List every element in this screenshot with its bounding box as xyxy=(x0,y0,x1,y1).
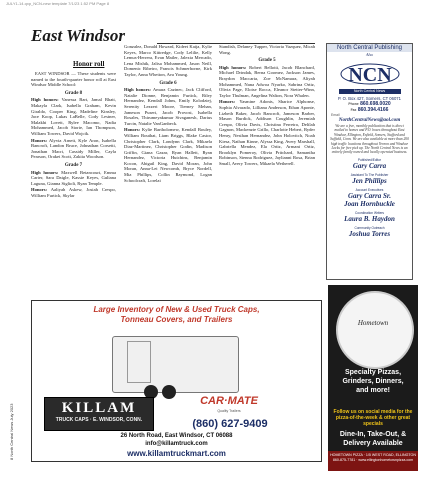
grade-8-high-honors: High honors: Vanessa Bart, Jamal Bhatt, Makayla Clark, Isabella Graham, Kevin Giraldo, Cooper King, Madeline Kinsley, Jace Koop, Lukas LaBelle, Cody Lestner, Malakhi Lovett, Rylee Macomo, Nadia Mohammed, Jacob Storie, Ian Thompson, William Towers, David Wojcik. xyxy=(31,97,116,136)
staff-name: Gary Carra Sr. xyxy=(348,191,391,200)
carmate-logo: CAR·MATE xyxy=(200,395,258,407)
killam-ad xyxy=(31,300,322,462)
ad-phone: (860) 627-9409 xyxy=(192,418,268,430)
pizza-logo-text: Hometown xyxy=(357,319,389,327)
grade-heading-6: Grade 6 xyxy=(159,80,177,86)
grade-heading-8: Grade 8 xyxy=(64,90,83,96)
staff-role: Assistant To The Publisher xyxy=(350,172,389,177)
publisher-sub: Also xyxy=(365,52,374,57)
ad-address: 26 North Road, East Windsor, CT 06088 xyxy=(120,433,233,439)
publisher-address: P. O. Box 427, Somers, CT 06071 xyxy=(338,96,401,101)
article-heading: Honor roll xyxy=(73,60,105,68)
pizza-footer: HOMETOWN PIZZA · 1/5 WEST ROAD, ELLINGTON 860-875-7781 · www.ellingtonhometownpizza.com xyxy=(328,451,418,471)
grade-heading-5: Grade 5 xyxy=(258,58,276,64)
staff-role: Coordination Writers xyxy=(355,210,384,215)
grade-7-honors-cont: Gonzalez, Donald Howard, Kideet Kaija, Kylie Keyes, Marco Kittredge, Cody Lelilie, Kelly Lemus-Herrera, Evan Mailer, Jalexia Mercado, Lena Mishik, Jalisa Mohammed, Jason Neill, Domenic Ribeiro, Francis Schmerhorne, Kirk Taylor, Anna Whetton, Ava Young. xyxy=(124,44,212,77)
publisher-info-box xyxy=(326,43,413,280)
publisher-name: North Central Publishing xyxy=(327,44,412,52)
staff-name: Joshua Torres xyxy=(348,229,391,238)
pizza-service: Delivery Available xyxy=(343,440,403,447)
publisher-fax: Fax 860.394.4166 xyxy=(350,107,389,113)
publication-strip: North Central News xyxy=(339,89,401,94)
publisher-email[interactable]: NorthCentralNews@aol.com xyxy=(338,117,401,123)
grade-7-honors: Honors: Aaliyah Askew, Josiah Crespo, William Furtick, Skylar xyxy=(31,187,116,198)
grade-6-honors-cont: Standish, Delaney Tupper, Victoria Vazquez, Micah Wong. xyxy=(219,44,315,55)
trailer-door-icon xyxy=(127,341,151,383)
grade-8-honors: Honors: Alyvia Arnett, Kyle Aron, Isabella Bancroft, Landon Bruce, Johnathan Corsetti, Jonathan Macri, Cassidy Miller, Cayla Pearson, Orakei Scott, Zakiia Woodson. xyxy=(31,137,116,160)
staff-role: Community Outreach xyxy=(354,225,385,230)
pizza-ad xyxy=(328,285,418,471)
killam-logo: KILLAM TRUCK CAPS · E. WINDSOR, CONN. xyxy=(44,397,154,431)
article-column-3 xyxy=(219,44,315,167)
carmate-tagline: Quality Trailers xyxy=(217,409,241,413)
ad-headline: Large Inventory of New & Used Truck Caps, Tonneau Covers, and Trailers xyxy=(93,305,260,324)
grade-7-high-honors: High honors: Maxwell Betancourt, Emma Carter, Sara Daigle, Kassie Keyes, Guliana Laguna, Gianna Siglioli, Ryan Temple. xyxy=(31,169,116,186)
page-title: East Windsor xyxy=(31,26,126,45)
staff-role: Published/Editor xyxy=(357,157,382,162)
article-column-1 xyxy=(31,71,116,199)
grade-heading-7: Grade 7 xyxy=(64,162,83,168)
publisher-description: We are a free, monthly publication that is direct mailed to homes and P.O. boxes throughout East Windsor, Ellington, Enfield, Somers, Stafford and Suffield, Conn. We are also available at more than 200 high traffic locations throughout Vernon and Windsor Locks for free pick up. The North Central News is an entirely family owned and locally operated business. xyxy=(330,124,409,155)
prepress-slug: JULY1-14.qxp_NCN-new template 7/1/23 1:52 PM Page 8 xyxy=(6,1,110,6)
grade-5-high-honors: High honors: Robert Bellotti, Jacob Blanchard, Michael Drindak, Berna Goomez, Jackson James, Braydon Maccaria, Zoe McNamara, Aliyah Mohammed, Nana Adwoa Nyarko, Sabrina Ortiz, Olivia Page, Eloise Rocca, Eleanor Stetter-Winn, Taylor Thulman, Angelina Walton, Nora Whalen. xyxy=(219,64,315,98)
article-intro: EAST WINDSOR — These students were named to the fourth-quarter honor roll at East Windsor Middle School: xyxy=(31,71,116,88)
staff-name: Joan Hornbuckle xyxy=(344,199,395,208)
article-column-2 xyxy=(124,44,212,184)
email-label: Email xyxy=(331,113,340,117)
pizza-service: Dine-In, Take-Out, & xyxy=(339,431,407,438)
wheel-icon xyxy=(162,385,176,399)
pizza-headline: and more! xyxy=(356,387,390,394)
ncn-logo-text: NCN xyxy=(347,64,392,86)
staff-name: Laura B. Haydon xyxy=(344,214,395,223)
pizza-social-note: Follow us on social media for the pizza-of-the-week & other great specials xyxy=(333,409,413,427)
publisher-phone: Phone 860.698.0020 xyxy=(348,101,391,107)
grade-5-honors: Honors: Yasmine Adonis, Sharice Alphonse, Sophia Alvarado, Lilliana Anderson, Ethan Aponte, Lizbeth Baker, Jacob Bancroft, Jameson Barber, Mason Burdick, Addison Coughlin, Jeremiah Crespo, Olivia Davis, Christina Ferreira, Delilah Gagnon, Mackenzie Grillo, Charlotte Hebert, Ryder Henry, Nesthan Hernandez, John Holovitch, Noah Kiesa, Nathan Kinne, Alyssa King, Avery Marshall, Gabriella Mendez, Ela Ortiz, Armani Ortiz, Brooklyn Pomeroy, Olivia Pritchard, Samantha Robinson, Sienna Rodriguez, Jaylianni Rosa, Brian Small, Avery Towers, Mikaela Wetherell. xyxy=(219,99,315,166)
grade-6-high-honors: High honors: Amara Cazinec, Jack Clifford, Natalie Dionne, Benjamin Furtick, Riley Hernandez, Kendall Johns, Emily Kolodziej, Serenity Lezzeri Moore, Tierney Mehan, Jameson Puseri, Jacob Provost, Isabella Rosales, Thirumeyakumar Sivaganesh, Darius Turcin, Natalie VanGanbeck. xyxy=(124,87,212,126)
ad-email[interactable]: info@killamtruck.com xyxy=(145,441,208,447)
staff-name: Gary Carra xyxy=(352,161,387,170)
pizza-headline: Grinders, Dinners, xyxy=(342,378,404,385)
plate-logo-icon xyxy=(336,291,414,369)
folio-side: 8 North Central News July 2023 xyxy=(9,403,14,460)
staff-role: Account Executives xyxy=(355,187,384,192)
ad-website[interactable]: www.killamtruckmart.com xyxy=(127,449,226,458)
pizza-headline: Specialty Pizzas, xyxy=(344,369,402,376)
ncn-logo-icon xyxy=(339,59,401,89)
grade-6-honors: Honors: Kylie Bartholomew, Kendall Bouley, William Bouthat, Liam Briggs, Blake Castor, Christopher Clark, Londynn Clark, Mikaela Diaz-Martinez, Christopher Godin, Madison Griffin, Giana Gazar, Ryan Hallett, Ryan Hernandez, Victoria Hutchins, Benjamin Kocon, Abigail King, David Moran, John Moran, Anna-Lei Newcomb, Bryce Nordell, Mia Phillips, Collin Raymond, Logan Schoolcraft, Lorelai xyxy=(124,127,212,183)
staff-name: Jen Phillips xyxy=(352,176,387,185)
